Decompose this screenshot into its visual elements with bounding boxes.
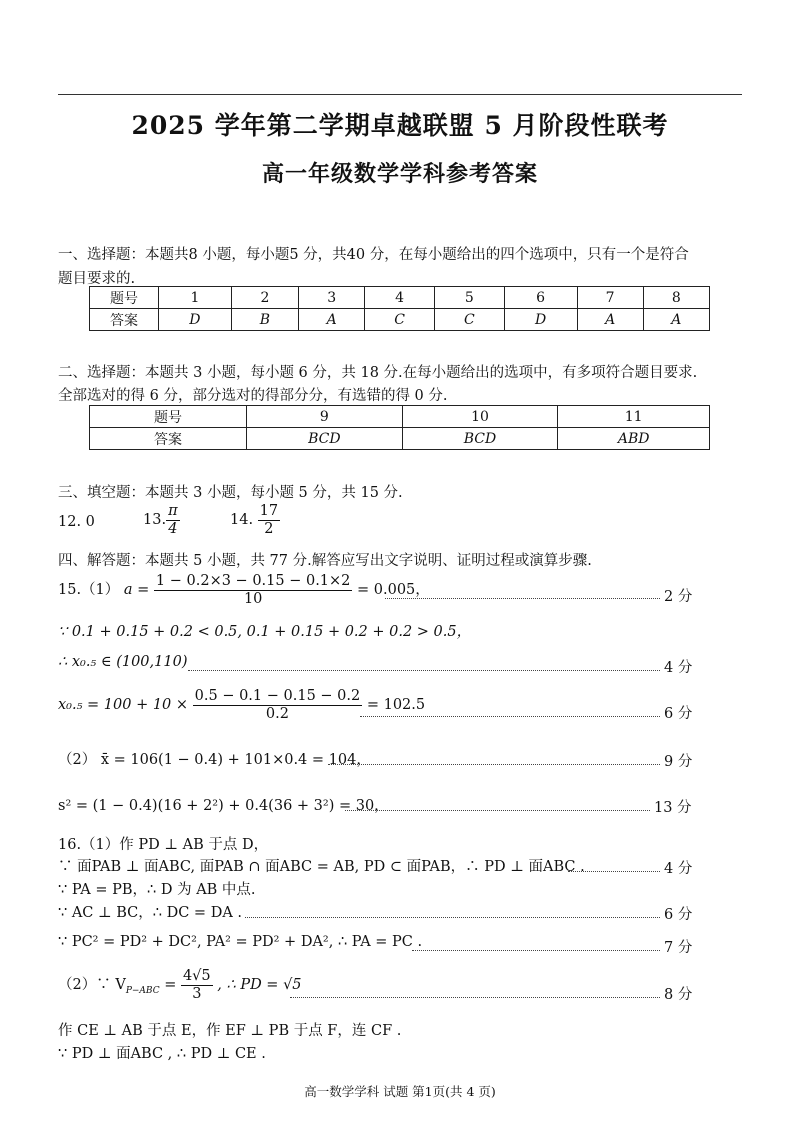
table-cell: 9: [247, 406, 403, 428]
score-label: 4 分: [664, 861, 693, 877]
fraction-denominator: 3: [192, 985, 202, 1002]
q15-line3: ∴ x₀.₅ ∈ (100,110): [58, 654, 188, 670]
formula-lhs: x₀.₅ = 100 + 10 ×: [58, 697, 189, 714]
q16-line8: ∵ PD ⊥ 面ABC , ∴ PD ⊥ CE .: [58, 1046, 266, 1062]
table-cell: A: [299, 309, 365, 331]
section3-instructions: 三、填空题：本题共 3 小题，每小题 5 分，共 15 分.: [58, 485, 403, 501]
answer-13-label: 13.: [143, 512, 167, 529]
formula-subscript: P−ABC: [125, 986, 160, 997]
table-cell: C: [434, 309, 504, 331]
table-header-cell: 答案: [90, 309, 159, 331]
answer-14: [230, 503, 280, 537]
table-cell: 3: [299, 287, 365, 309]
table-cell: 10: [402, 406, 558, 428]
formula-lhs: a =: [123, 582, 150, 599]
answer-12: 12. 0: [58, 514, 95, 530]
leader-dots: [385, 598, 660, 599]
q15-label: 15.（1）: [58, 582, 120, 599]
q16-line1: 16.（1）作 PD ⊥ AB 于点 D，: [58, 837, 269, 853]
section2-instructions-line1: 二、选择题：本题共 3 小题，每小题 6 分，共 18 分.在每小题给出的选项中，有多项符合题目要求.: [58, 365, 698, 381]
leader-dots: [345, 810, 650, 811]
document-subtitle: 高一年级数学学科参考答案: [261, 161, 538, 187]
table-header-cell: 答案: [90, 428, 247, 450]
table-row: [90, 406, 710, 428]
formula-rhs: = 0.005，: [357, 582, 430, 599]
score-label: 6 分: [664, 907, 693, 923]
section2-answer-table: [89, 405, 710, 450]
q15-line2: ∵ 0.1 + 0.15 + 0.2 < 0.5, 0.1 + 0.15 + 0.2 + 0.2 > 0.5，: [58, 624, 472, 640]
answer-13-fraction: [166, 503, 180, 537]
leader-dots: [412, 950, 660, 951]
q15-line5: （2） x̄ = 106(1 − 0.4) + 101×0.4 = 104，: [58, 752, 371, 768]
table-cell: 8: [643, 287, 709, 309]
formula-fraction: [154, 573, 352, 607]
leader-dots: [328, 764, 660, 765]
score-label: 2 分: [664, 589, 693, 605]
section1-answer-table: [89, 286, 710, 331]
formula-fraction: [181, 968, 213, 1002]
header-rule: [58, 94, 742, 95]
fraction-numerator: 17: [259, 503, 279, 519]
q16-line4: ∵ AC ⊥ BC，∴ DC = DA .: [58, 905, 243, 921]
answer-14-label: 14.: [230, 512, 254, 529]
table-row: [90, 287, 710, 309]
table-row: [90, 428, 710, 450]
q16-line6: [58, 968, 302, 1002]
q16-line5: ∵ PC² = PD² + DC², PA² = PD² + DA², ∴ PA = PC .: [58, 934, 423, 950]
q16-line2: ∵ 面PAB ⊥ 面ABC, 面PAB ∩ 面ABC = AB, PD ⊂ 面PAB，∴ PD ⊥ 面ABC .: [58, 859, 585, 875]
q16-line3: ∵ PA = PB，∴ D 为 AB 中点.: [58, 882, 256, 898]
formula-prefix: （2）∵ V: [58, 977, 126, 994]
score-label: 13 分: [654, 800, 692, 816]
table-cell: 2: [231, 287, 298, 309]
leader-dots: [290, 997, 660, 998]
leader-dots: [360, 716, 660, 717]
table-cell: D: [159, 309, 232, 331]
answer-13: [143, 503, 180, 537]
fraction-denominator: 10: [243, 590, 263, 607]
leader-dots: [568, 871, 660, 872]
score-label: 6 分: [664, 706, 693, 722]
fraction-numerator: 1 − 0.2×3 − 0.15 − 0.1×2: [155, 573, 351, 589]
table-cell: BCD: [402, 428, 558, 450]
table-cell: 7: [577, 287, 643, 309]
fraction-numerator: 0.5 − 0.1 − 0.15 − 0.2: [194, 688, 361, 704]
score-label: 7 分: [664, 940, 693, 956]
q15-line1: [58, 573, 430, 607]
document-title: 2025 学年第二学期卓越联盟 5 月阶段性联考: [131, 111, 669, 140]
formula-fraction: [193, 688, 363, 722]
table-cell: A: [643, 309, 709, 331]
table-header-cell: 题号: [90, 406, 247, 428]
table-cell: BCD: [247, 428, 403, 450]
answer-14-fraction: [258, 503, 280, 537]
table-cell: A: [577, 309, 643, 331]
fraction-denominator: 0.2: [265, 705, 289, 722]
fraction-denominator: 4: [168, 520, 178, 537]
table-cell: C: [365, 309, 435, 331]
score-label: 9 分: [664, 754, 693, 770]
table-cell: D: [504, 309, 577, 331]
leader-dots: [245, 917, 660, 918]
fraction-denominator: 2: [264, 520, 274, 537]
section1-instructions-line1: 一、选择题：本题共8 小题，每小题5 分，共40 分，在每小题给出的四个选项中，只有一个是符合: [58, 247, 689, 263]
table-cell: 11: [558, 406, 710, 428]
q15-line4: [58, 688, 425, 722]
table-cell: 5: [434, 287, 504, 309]
q16-line7: 作 CE ⊥ AB 于点 E，作 EF ⊥ PB 于点 F，连 CF .: [58, 1023, 402, 1039]
leader-dots: [188, 670, 660, 671]
formula-rhs: = 102.5: [366, 697, 426, 714]
table-cell: ABD: [558, 428, 710, 450]
fraction-numerator: 4√5: [182, 968, 211, 984]
q15-line6: s² = (1 − 0.4)(16 + 2²) + 0.4(36 + 3²) = 30，: [58, 798, 389, 814]
formula-rhs: , ∴ PD = √5: [217, 977, 302, 994]
table-cell: 4: [365, 287, 435, 309]
table-header-cell: 题号: [90, 287, 159, 309]
table-cell: B: [231, 309, 298, 331]
table-cell: 6: [504, 287, 577, 309]
formula-equals: =: [164, 977, 177, 994]
table-row: [90, 309, 710, 331]
score-label: 4 分: [664, 660, 693, 676]
score-label: 8 分: [664, 987, 693, 1003]
section2-instructions-line2: 全部选对的得 6 分，部分选对的得部分分，有选错的得 0 分.: [58, 388, 448, 404]
page-footer: 高一数学学科 试题 第1页(共 4 页): [304, 1084, 496, 1099]
fraction-numerator: π: [168, 503, 178, 519]
table-cell: 1: [159, 287, 232, 309]
section1-instructions-line2: 题目要求的.: [58, 271, 136, 287]
section4-instructions: 四、解答题：本题共 5 小题，共 77 分.解答应写出文字说明、证明过程或演算步骤.: [58, 553, 592, 569]
